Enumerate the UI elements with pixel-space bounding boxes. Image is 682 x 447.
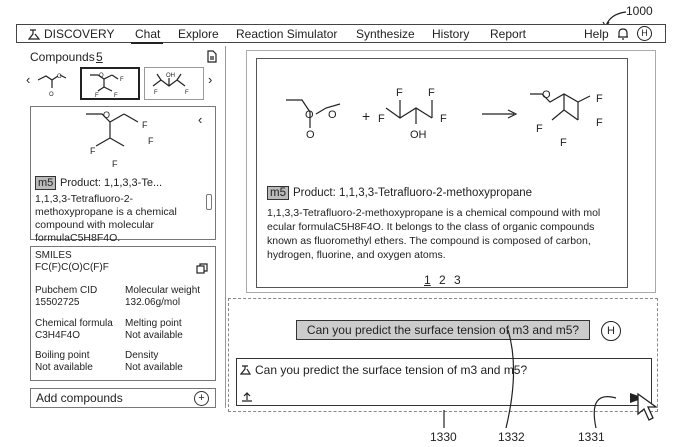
svg-text:OH: OH [410, 129, 427, 141]
flask-logo-icon [28, 28, 42, 40]
reaction-diagram [260, 80, 620, 176]
svg-text:F: F [90, 146, 96, 156]
nav-chat[interactable]: Chat [135, 27, 161, 41]
nav-chat-underline [131, 42, 163, 44]
nav-reaction-simulator[interactable]: Reaction Simulator [236, 27, 338, 41]
chemical-formula-label: Chemical formula [35, 318, 113, 329]
boiling-point-value: Not available [35, 362, 93, 373]
page-3[interactable]: 3 [454, 273, 461, 287]
compound-thumb-2-selected[interactable] [80, 67, 140, 100]
svg-text:O: O [306, 129, 315, 141]
nav-help[interactable]: Help [584, 27, 609, 41]
svg-text:O: O [103, 110, 111, 120]
page-2[interactable]: 2 [439, 273, 446, 287]
card-collapse-icon[interactable]: ‹ [198, 112, 203, 127]
flask-icon [240, 364, 254, 376]
melting-point-value: Not available [125, 330, 183, 341]
page-1[interactable]: 1 [424, 273, 431, 287]
svg-text:O: O [57, 74, 62, 80]
card-description: 1,1,3,3-Tetrafluoro-2-methoxypropane is a chemical compound with molecular formulaC5H8F4O. [35, 193, 177, 244]
main-badge: m5 [267, 186, 289, 200]
pubchem-cid-value: 15502725 [35, 297, 80, 308]
compound-thumb-3[interactable] [144, 67, 204, 100]
main-title: Product: 1,1,3,3-Tetrafluoro-2-methoxypropane [293, 187, 533, 199]
nav-explore[interactable]: Explore [178, 27, 219, 41]
ref-1332: 1332 [498, 430, 525, 444]
desc-line-3: known as fluoromethyl ethers. The compound is composed of carbon, [267, 235, 591, 247]
svg-text:F: F [148, 136, 154, 146]
bell-icon[interactable] [616, 27, 630, 41]
svg-text:F: F [112, 159, 118, 169]
desc-line-2: ecular formulaC5H8F4O. It belongs to the class of organic compounds [267, 221, 595, 233]
ref-1330: 1330 [430, 430, 457, 444]
compounds-label: Compounds [30, 50, 95, 64]
mouse-cursor-icon [636, 392, 664, 426]
svg-text:OH: OH [166, 73, 175, 79]
brand-name: DISCOVERY [44, 27, 115, 41]
svg-text:F: F [596, 93, 603, 105]
upload-icon[interactable] [241, 391, 253, 403]
svg-text:F: F [114, 93, 118, 98]
nav-synthesize[interactable]: Synthesize [356, 27, 415, 41]
svg-text:F: F [378, 113, 385, 125]
svg-text:O: O [49, 92, 54, 98]
svg-text:O: O [542, 89, 551, 101]
svg-text:O: O [305, 109, 314, 121]
smiles-value: FC(F)C(O)C(F)F [35, 262, 109, 273]
carousel-prev-icon[interactable]: ‹ [26, 72, 31, 87]
suggested-question-button[interactable]: Can you predict the surface tension of m3 and m5? [296, 320, 590, 340]
copy-icon[interactable] [196, 263, 208, 275]
user-avatar-chat: H [601, 321, 621, 341]
svg-text:F: F [440, 113, 447, 125]
desc-line-4: hydrogen, fluorine, and oxygen atoms. [267, 249, 446, 261]
svg-text:F: F [560, 137, 567, 149]
add-compounds-label: Add compounds [36, 391, 123, 405]
svg-text:F: F [596, 117, 603, 129]
chemical-formula-value: C3H4F4O [35, 330, 81, 341]
svg-text:O: O [328, 109, 337, 121]
svg-text:F: F [396, 87, 403, 99]
carousel-next-icon[interactable]: › [208, 72, 213, 87]
ref-leaders [420, 330, 620, 430]
pubchem-cid-label: Pubchem CID [35, 285, 98, 296]
compound-thumb-1[interactable] [36, 66, 76, 100]
user-avatar-nav[interactable]: H [637, 26, 652, 41]
desc-line-1: 1,1,3,3-Tetrafluoro-2-methoxypropane is a chemical compound with mol [267, 207, 601, 219]
density-value: Not available [125, 362, 183, 373]
main-description [267, 206, 623, 262]
svg-text:F: F [428, 87, 435, 99]
svg-text:F: F [154, 90, 158, 96]
nav-report[interactable]: Report [490, 27, 527, 41]
svg-text:F: F [95, 93, 99, 98]
ref-1000: 1000 [626, 4, 653, 18]
card-badge: m5 [35, 176, 56, 190]
molecular-weight-label: Molecular weight [125, 285, 201, 296]
svg-text:O: O [99, 73, 104, 79]
molecular-weight-value: 132.06g/mol [125, 297, 181, 308]
svg-text:F: F [185, 90, 189, 96]
nav-history[interactable]: History [432, 27, 470, 41]
ref-1331: 1331 [578, 430, 605, 444]
compounds-count: 5 [96, 50, 103, 64]
boiling-point-label: Boiling point [35, 350, 90, 361]
compound-structure-small [74, 108, 174, 170]
card-title: Product: 1,1,3,3-Te... [60, 177, 163, 189]
svg-text:F: F [536, 123, 543, 135]
svg-text:F: F [142, 120, 148, 130]
smiles-label: SMILES [35, 250, 72, 261]
card-scrollbar[interactable] [206, 194, 212, 210]
svg-text:+: + [362, 108, 371, 124]
melting-point-label: Melting point [125, 318, 182, 329]
chat-input-text[interactable]: Can you predict the surface tension of m3 and m5? [255, 363, 528, 377]
density-label: Density [125, 350, 159, 361]
plus-icon: + [194, 391, 209, 406]
svg-text:F: F [120, 77, 124, 83]
document-icon[interactable] [206, 50, 218, 63]
